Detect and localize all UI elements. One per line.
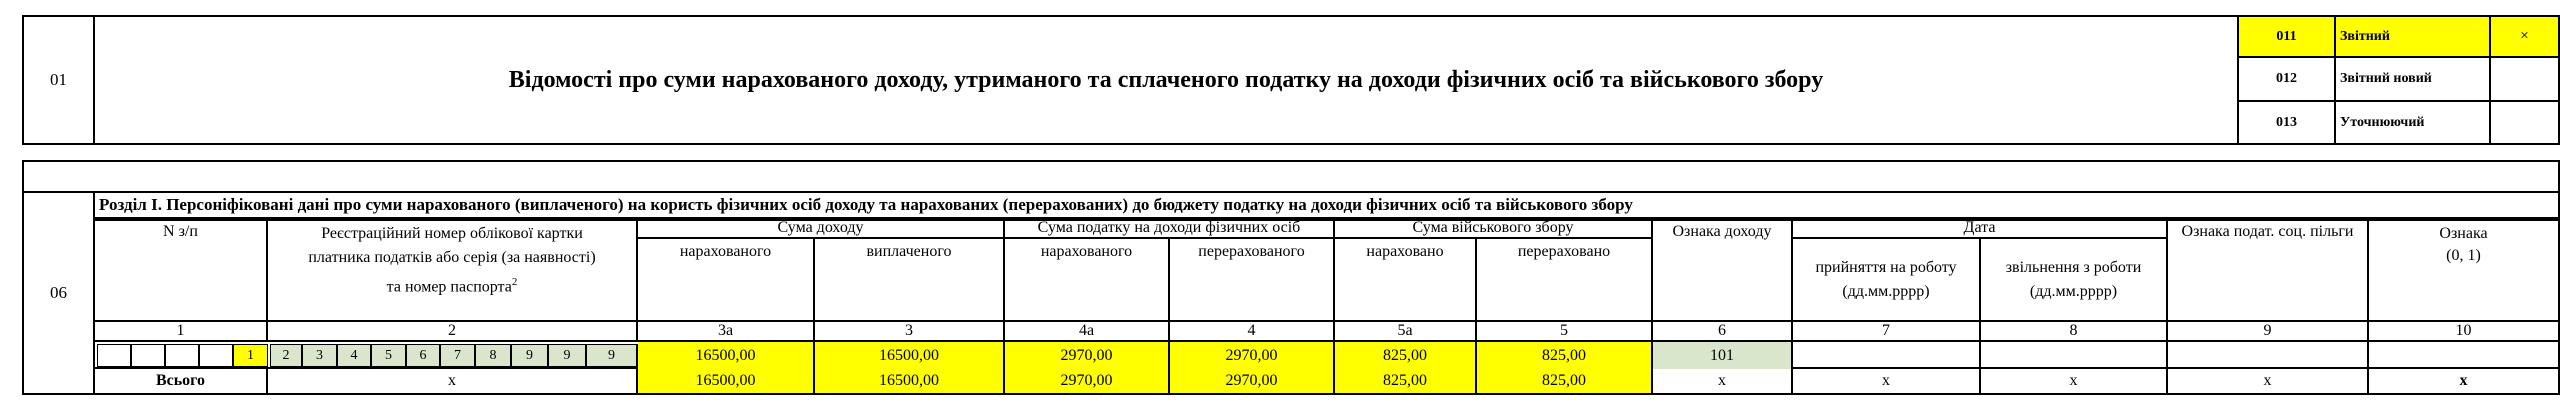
row-tax-benefit[interactable]	[2168, 342, 2369, 369]
colnum-2: 2	[268, 322, 638, 340]
colnum-1: 1	[95, 322, 268, 340]
section-spacer-row	[22, 160, 2560, 193]
tax-accrued-header: нарахованого	[1005, 239, 1170, 320]
colnum-6: 6	[1653, 322, 1793, 340]
reg-header-line2: платника податків або серія (за наявності)	[308, 249, 596, 266]
total-tax-benefit: х	[2168, 369, 2369, 393]
income-sign-header: Ознака доходу	[1653, 219, 1793, 320]
row-income-sign[interactable]: 101	[1653, 342, 1793, 369]
row-fire-date[interactable]	[1981, 342, 2168, 369]
total-income-accrued: 16500,00	[638, 369, 815, 393]
row-sign[interactable]	[2369, 342, 2560, 369]
colnum-4a: 4а	[1005, 322, 1170, 340]
row-code-01: 01	[22, 15, 95, 145]
total-reg: х	[268, 369, 638, 393]
tax-transferred-header: перерахованого	[1170, 239, 1335, 320]
row-hire-date[interactable]	[1793, 342, 1981, 369]
reg-digit[interactable]: 8	[475, 344, 511, 367]
col-reg-header	[268, 219, 638, 320]
reg-header-sup: 2	[511, 276, 518, 288]
num-box[interactable]	[165, 344, 199, 367]
colnum-3: 3	[815, 322, 1005, 340]
date-group-header: Дата	[1793, 219, 2168, 239]
income-accrued-header: нарахованого	[638, 239, 815, 320]
total-tax-accrued: 2970,00	[1005, 369, 1170, 393]
type-mark-011[interactable]: ×	[2489, 15, 2560, 58]
colnum-10: 10	[2369, 322, 2560, 340]
income-group-header: Сума доходу	[638, 219, 1005, 239]
row-military-transferred[interactable]: 825,00	[1477, 342, 1653, 369]
divider	[95, 219, 2560, 221]
tax-group-header: Сума податку на доходи фізичних осіб	[1005, 219, 1335, 239]
sign-header	[2369, 219, 2560, 320]
reg-digit[interactable]: 5	[371, 344, 406, 367]
row-income-accrued[interactable]: 16500,00	[638, 342, 815, 369]
num-box[interactable]	[97, 344, 131, 367]
sign-header-line1: Ознака	[2439, 225, 2488, 242]
colnum-9: 9	[2168, 322, 2369, 340]
type-mark-013[interactable]	[2489, 102, 2560, 145]
total-military-accrued: 825,00	[1335, 369, 1477, 393]
total-military-transferred: 825,00	[1477, 369, 1653, 393]
colnum-5: 5	[1477, 322, 1653, 340]
reg-digit[interactable]: 2	[270, 344, 302, 367]
hire-date-header: прийняття на роботу (дд.мм.рррр)	[1793, 239, 1981, 320]
reg-header-line3: та номер паспорта$^2$	[386, 276, 518, 296]
reg-digit[interactable]: 9	[548, 344, 586, 367]
row-income-paid[interactable]: 16500,00	[815, 342, 1005, 369]
type-label-011: Звітний	[2334, 15, 2489, 58]
type-label-013: Уточнюючий	[2334, 102, 2489, 145]
type-code-013: 013	[2237, 102, 2334, 145]
num-box[interactable]	[199, 344, 233, 367]
colnum-7: 7	[1793, 322, 1981, 340]
reg-digit[interactable]: 9	[511, 344, 548, 367]
num-box[interactable]: 1	[233, 344, 268, 367]
reg-digit[interactable]: 7	[440, 344, 475, 367]
colnum-3a: 3а	[638, 322, 815, 340]
col-num-header: N з/п	[95, 219, 268, 320]
colnum-8: 8	[1981, 322, 2168, 340]
tax-benefit-header: Ознака подат. соц. пільги	[2168, 219, 2369, 320]
total-income-paid: 16500,00	[815, 369, 1005, 393]
report-title: Відомості про суми нарахованого доходу, утриманого та сплаченого податку на доходи фізичних осіб та військового збору	[95, 15, 2237, 145]
total-hire-date: х	[1793, 369, 1981, 393]
income-paid-header: виплаченого	[815, 239, 1005, 320]
total-sign: х	[2369, 369, 2560, 393]
row-tax-transferred[interactable]: 2970,00	[1170, 342, 1335, 369]
reg-digit[interactable]: 4	[337, 344, 371, 367]
reg-digit[interactable]: 3	[302, 344, 337, 367]
row-tax-accrued[interactable]: 2970,00	[1005, 342, 1170, 369]
military-accrued-header: нараховано	[1335, 239, 1477, 320]
type-mark-012[interactable]	[2489, 58, 2560, 102]
total-fire-date: х	[1981, 369, 2168, 393]
reg-header-line1: Реєстраційний номер облікової картки	[321, 225, 583, 242]
military-group-header: Сума військового збору	[1335, 219, 1653, 239]
row-code-06: 06	[22, 193, 95, 395]
num-box[interactable]	[131, 344, 165, 367]
colnum-5a: 5а	[1335, 322, 1477, 340]
military-transferred-header: перераховано	[1477, 239, 1653, 320]
type-label-012: Звітний новий	[2334, 58, 2489, 102]
fire-date-header: звільнення з роботи (дд.мм.рррр)	[1981, 239, 2168, 320]
sign-header-line2: (0, 1)	[2446, 247, 2481, 264]
total-income-sign: х	[1653, 369, 1793, 393]
reg-digit[interactable]: 6	[406, 344, 440, 367]
total-tax-transferred: 2970,00	[1170, 369, 1335, 393]
section-title: Розділ I. Персоніфіковані дані про суми нарахованого (виплаченого) на користь фізичних осіб доходу та нарахованих (перерахованих) до бюджету податку на доходи фізичних осіб та військового збору	[95, 193, 2560, 219]
row-military-accrued[interactable]: 825,00	[1335, 342, 1477, 369]
type-code-012: 012	[2237, 58, 2334, 102]
colnum-4: 4	[1170, 322, 1335, 340]
reg-digit[interactable]: 9	[586, 344, 638, 367]
type-code-011: 011	[2237, 15, 2334, 58]
total-label: Всього	[95, 369, 268, 393]
